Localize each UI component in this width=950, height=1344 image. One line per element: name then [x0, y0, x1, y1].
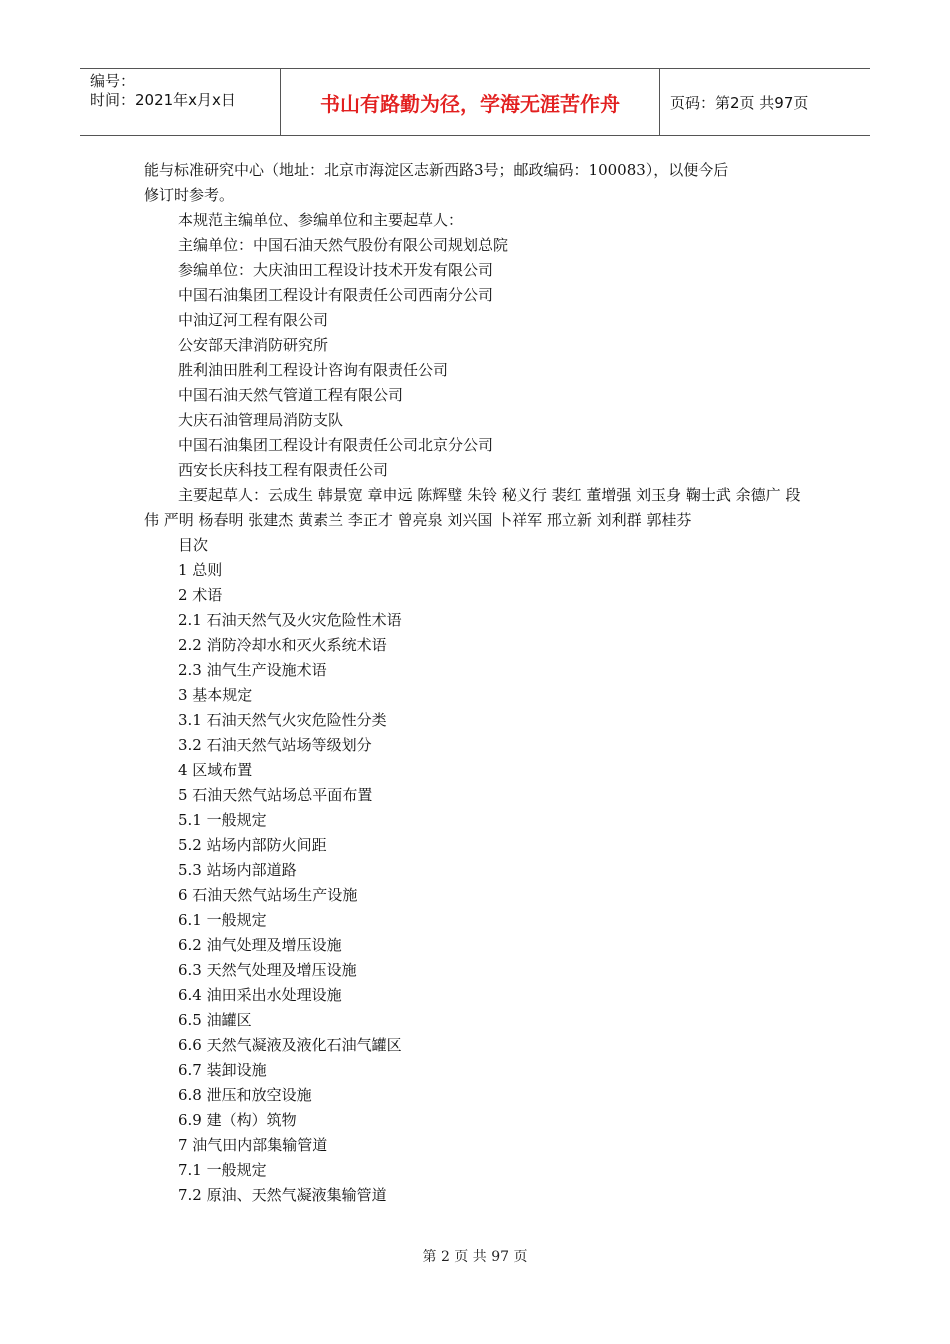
table-of-contents	[144, 558, 814, 1208]
toc-item[interactable]: 6.4 油田采出水处理设施	[178, 986, 342, 1004]
list-item: 公安部天津消防研究所	[178, 336, 329, 354]
list-item: 西安长庆科技工程有限责任公司	[178, 461, 389, 479]
toc-item[interactable]: 2.2 消防冷却水和灭火系统术语	[178, 636, 387, 654]
toc-item[interactable]: 4 区域布置	[178, 761, 253, 779]
date-label: 时间：2021年x月x日	[90, 91, 236, 109]
toc-item[interactable]: 7.1 一般规定	[178, 1161, 267, 1179]
toc-item[interactable]: 6.2 油气处理及增压设施	[178, 936, 342, 954]
toc-item[interactable]: 5.2 站场内部防火间距	[178, 836, 327, 854]
toc-item[interactable]: 3 基本规定	[178, 686, 253, 704]
toc-item[interactable]: 1 总则	[178, 561, 223, 579]
toc-item[interactable]: 2.1 石油天然气及火灾危险性术语	[178, 611, 402, 629]
toc-item[interactable]: 6 石油天然气站场生产设施	[178, 886, 358, 904]
organization-list	[144, 208, 814, 483]
drafters-paragraph: 主要起草人：云成生 韩景宽 章申远 陈辉璧 朱铃 秘义行 裴红 董增强 刘玉身 鞠士武 余德广 段伟 严明 杨春明 张建杰 黄素兰 李正才 曾亮泉 刘兴国 卜祥军 邢立新 刘利群 郭桂芬	[144, 486, 801, 529]
toc-item[interactable]: 6.5 油罐区	[178, 1011, 252, 1029]
toc-item[interactable]: 5.1 一般规定	[178, 811, 267, 829]
toc-item[interactable]: 7 油气田内部集输管道	[178, 1136, 328, 1154]
toc-item[interactable]: 7.2 原油、天然气凝液集输管道	[178, 1186, 387, 1204]
toc-item[interactable]: 6.6 天然气凝液及液化石油气罐区	[178, 1036, 402, 1054]
toc-item[interactable]: 5.3 站场内部道路	[178, 861, 297, 879]
document-header	[80, 68, 870, 136]
toc-item[interactable]: 6.9 建（构）筑物	[178, 1111, 297, 1129]
header-motto: 书山有路勤为径，学海无涯苦作舟	[281, 69, 660, 135]
list-item: 胜利油田胜利工程设计咨询有限责任公司	[178, 361, 449, 379]
toc-item[interactable]: 2.3 油气生产设施术语	[178, 661, 327, 679]
list-item: 中国石油集团工程设计有限责任公司西南分公司	[178, 286, 494, 304]
list-item: 大庆石油管理局消防支队	[178, 411, 344, 429]
toc-item[interactable]: 6.1 一般规定	[178, 911, 267, 929]
page-footer: 第 2 页 共 97 页	[422, 1249, 528, 1265]
toc-item[interactable]: 5 石油天然气站场总平面布置	[178, 786, 373, 804]
paragraph-line: 修订时参考。	[144, 186, 235, 204]
document-body	[144, 158, 814, 1208]
list-item: 主编单位：中国石油天然气股份有限公司规划总院	[178, 236, 509, 254]
toc-item[interactable]: 2 术语	[178, 586, 223, 604]
list-item: 本规范主编单位、参编单位和主要起草人：	[178, 211, 464, 229]
toc-item[interactable]: 6.7 装卸设施	[178, 1061, 267, 1079]
toc-item[interactable]: 6.3 天然气处理及增压设施	[178, 961, 357, 979]
list-item: 中国石油集团工程设计有限责任公司北京分公司	[178, 436, 494, 454]
toc-item[interactable]: 3.1 石油天然气火灾危险性分类	[178, 711, 387, 729]
list-item: 参编单位：大庆油田工程设计技术开发有限公司	[178, 261, 494, 279]
toc-item[interactable]: 6.8 泄压和放空设施	[178, 1086, 312, 1104]
code-label: 编号：	[90, 72, 136, 90]
list-item: 中油辽河工程有限公司	[178, 311, 329, 329]
toc-item[interactable]: 3.2 石油天然气站场等级划分	[178, 736, 372, 754]
toc-title: 目次	[178, 536, 209, 554]
header-page-info: 页码：第2页 共97页	[670, 93, 809, 112]
header-meta	[80, 69, 281, 135]
list-item: 中国石油天然气管道工程有限公司	[178, 386, 404, 404]
paragraph-line: 能与标准研究中心（地址：北京市海淀区志新西路3号；邮政编码：100083），以便今后	[144, 161, 729, 179]
